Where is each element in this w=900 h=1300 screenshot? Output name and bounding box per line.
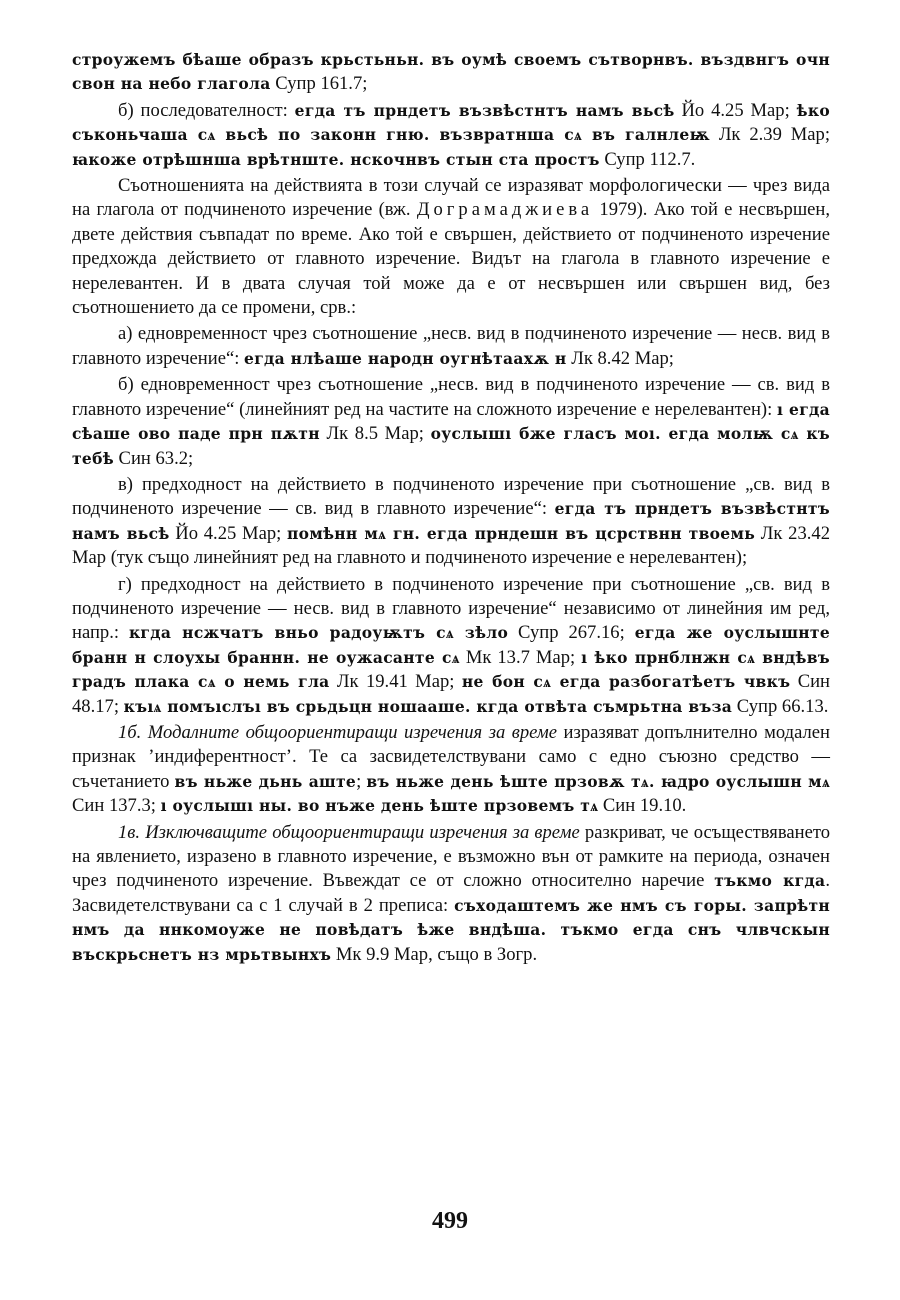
body-text: . Засвидетелствувани са с 1 случай в 2 преписа: [72,870,831,916]
church-slavonic-quote: егда же оуслышнте бранн н слоухы браннн. не оужасанте сѧ [72,623,830,667]
church-slavonic-quote: егда тъ прндетъ възвѣстнтъ намъ вьсѣ [294,100,675,120]
spaced-author-name: Дограмаджиева [416,199,594,221]
church-slavonic-quote: тъкмо кгда [714,871,826,891]
church-slavonic-quote: съходаштемъ же нмъ съ горы. запрѣтн нмъ да ннкомоуже не повѣдатъ ѣже вндѣша. тъкмо егда снъ члвчскын въскрьснетъ нз мрьтвынхъ [72,895,830,964]
church-slavonic-quote: ı егда сѣаше ово паде прн пѫтн [72,399,830,444]
body-text: 1979). Ако той е несвършен, двете действия съвпадат по време. Ако той е свършен, действието от подчиненото изречение предхожда действието от главното изречение. Видът на глагола в главното изречение е нерелевантен. И в двата случая той може да е от несвършен или свършен вид, без съотношението да се промени, срв.: [72,199,830,319]
document-body [72,48,830,967]
church-slavonic-quote: ѣко съконьчаша сѧ вьсѣ по законн гню. възвратнша сѧ въ галнлеѭ [72,100,830,145]
body-text: Лк 8.5 Мар; [319,423,431,445]
body-text: разкриват, че осъществяването на явлението, изразено в главното изречение, е възможно вън от рамките на периода, означен чрез подчиненото изречение. Въвеждат се от сложно относително наречие [72,821,831,892]
church-slavonic-quote: егда тъ прндетъ възвѣстнтъ намъ вьсѣ [72,499,830,543]
body-text: Син 63.2; [113,447,194,469]
church-slavonic-quote: егда нлѣаше народн оугнѣтаахѫ н [244,348,567,368]
paragraph [72,174,830,320]
church-slavonic-quote: къıѧ помъıслъı въ срьдьцн ношааше. кгда отвѣта съмрьтна въза [123,696,733,716]
church-slavonic-quote: кгда нсжчатъ вньо радоуѭтъ сѧ зѣло [128,623,509,643]
paragraph [72,473,830,571]
body-text: Мк 13.7 Мар; [459,646,582,668]
body-text: в) предходност на действието в подчиненото изречение при съотношение „св. вид в подчиненото изречение — св. вид в главното изречение“: [72,473,830,520]
body-text: б) едновременност чрез съотношение „несв. вид в подчиненото изречение — св. вид в главното изречение“ (линейният ред на частите на сложното изречение е нерелевантен): [72,374,830,420]
body-text: Йо 4.25 Мар; [674,99,797,121]
church-slavonic-quote: помѣнн мѧ гн. егда прндешн въ цсрствнн твоемь [287,523,756,543]
body-text: изразяват допълнително модален признак ’индиферентност’. Те са засвидетелствувани само с едно съюзно средство — съчетанието [72,721,830,792]
body-text: Супр 112.7. [599,148,696,170]
body-text: Йо 4.25 Мар; [169,522,288,544]
church-slavonic-quote: ı ѣко прнблнжн сѧ вндѣвъ градъ плака сѧ о немь гла [72,647,830,692]
section-heading: 1в. Изключващите общоориентиращи изречения за време [118,821,580,843]
church-slavonic-quote: ı оуслышı ны. во нъже день ѣште прзовемъ тѧ [160,796,599,816]
paragraph [72,821,830,967]
body-text: Съотношенията на действията в този случай се изразяват морфологически — чрез вида на глагола от подчиненото изречение (вж. [72,175,830,221]
body-text: Син 48.17; [72,671,831,717]
church-slavonic-quote: оуслышı бже гласъ моı. егда молѭ сѧ къ тебѣ [72,424,831,468]
body-text: Лк 2.39 Мар; [709,124,830,146]
body-text: ; [356,770,367,792]
paragraph [72,99,830,172]
church-slavonic-quote: ꙗкоже отрѣшнша врѣтнште. нскочнвъ стын ста простъ [72,149,600,169]
church-slavonic-quote: строужемъ бѣаше образъ крьстьньн. въ оумѣ своемъ сътворнвъ. въздвнгъ очн свон на небо глагола [72,50,830,94]
body-text: б) последователност: [118,99,295,121]
paragraph [72,721,830,819]
body-text: Лк 23.42 Мар (тук също линейният ред на главното и подчиненото изречение е нерелевантен); [72,522,830,569]
paragraph [72,573,830,719]
body-text: Син 19.10. [598,795,687,817]
body-text: Супр 161.7; [270,73,368,95]
church-slavonic-quote: въ ньже день ѣште прзовѫ тѧ. ꙗдро оуслышн мѧ [366,771,830,791]
paragraph [72,322,830,371]
paragraph [72,48,830,97]
body-text: Лк 19.41 Мар; [329,671,462,693]
body-text: г) предходност на действието в подчиненото изречение при съотношение „св. вид в подчиненото изречение — несв. вид в главното изречение“ независимо от линейния им ред, напр.: [72,573,830,644]
body-text: Супр 267.16; [508,622,635,644]
body-text: Супр 66.13. [732,695,829,717]
body-text: Лк 8.42 Мар; [566,347,674,369]
body-text: Мк 9.9 Мар, също в Зогр. [331,943,538,965]
section-heading: 1б. Модалните общоориентиращи изречения за време [118,721,558,743]
page-number: 499 [432,1208,468,1234]
church-slavonic-quote: въ ньже дьнь аште [174,771,357,791]
paragraph [72,373,830,471]
body-text: Син 137.3; [72,795,161,817]
body-text: а) едновременност чрез съотношение „несв. вид в подчиненото изречение — несв. вид в главното изречение“: [72,323,830,369]
church-slavonic-quote: не бон сѧ егда разбогатѣетъ чвкъ [461,672,791,692]
